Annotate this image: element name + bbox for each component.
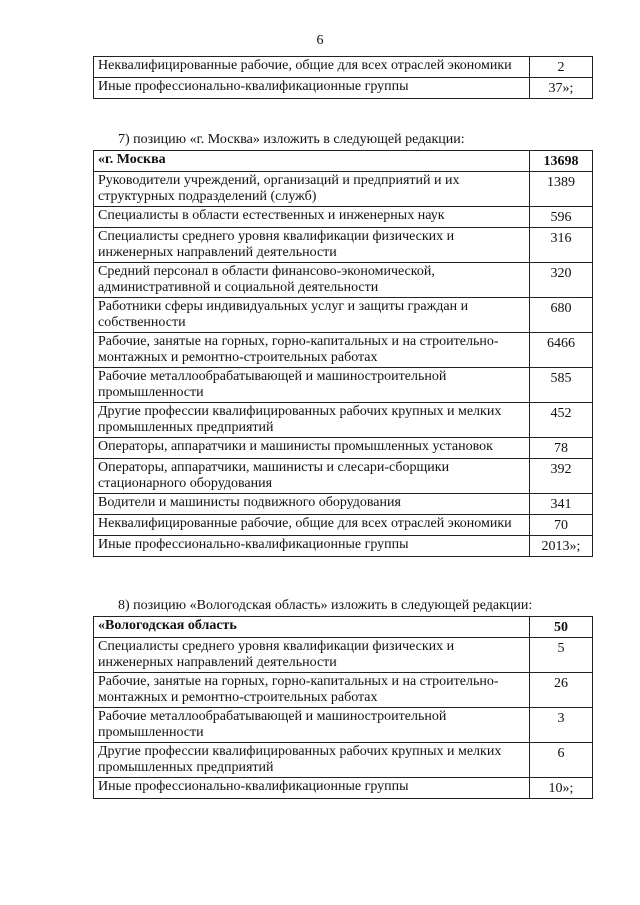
row-value: 10»; <box>530 778 593 799</box>
row-value: 2013»; <box>530 536 593 557</box>
table-row <box>94 778 593 799</box>
row-label: Специалисты в области естественных и инженерных наук <box>94 207 530 228</box>
table-vologda <box>93 616 593 799</box>
row-label: Специалисты среднего уровня квалификации физических и инженерных направлений деятельности <box>94 638 530 673</box>
row-label: Водители и машинисты подвижного оборудования <box>94 494 530 515</box>
table-row <box>94 673 593 708</box>
row-label: Средний персонал в области финансово-экономической, административной и социальной деятельности <box>94 263 530 298</box>
row-label: Руководители учреждений, организаций и предприятий и их структурных подразделений (служб) <box>94 172 530 207</box>
table-row <box>94 228 593 263</box>
table-row <box>94 536 593 557</box>
row-label: Другие профессии квалифицированных рабочих крупных и мелких промышленных предприятий <box>94 403 530 438</box>
table-row <box>94 298 593 333</box>
row-value: 78 <box>530 438 593 459</box>
row-label: Рабочие металлообрабатывающей и машиностроительной промышленности <box>94 708 530 743</box>
row-value: 13698 <box>530 151 593 172</box>
row-value: 392 <box>530 459 593 494</box>
table-row <box>94 368 593 403</box>
row-label: Неквалифицированные рабочие, общие для всех отраслей экономики <box>94 515 530 536</box>
table-row <box>94 708 593 743</box>
row-label: Иные профессионально-квалификационные группы <box>94 78 530 99</box>
table-row <box>94 333 593 368</box>
page-number: 6 <box>316 33 324 48</box>
row-label: Другие профессии квалифицированных рабочих крупных и мелких промышленных предприятий <box>94 743 530 778</box>
row-label: Неквалифицированные рабочие, общие для всех отраслей экономики <box>94 57 530 78</box>
row-value: 6 <box>530 743 593 778</box>
row-label: Рабочие, занятые на горных, горно-капитальных и на строительно-монтажных и ремонтно-строительных работах <box>94 333 530 368</box>
table-row <box>94 57 593 78</box>
row-value: 26 <box>530 673 593 708</box>
row-label: Работники сферы индивидуальных услуг и защиты граждан и собственности <box>94 298 530 333</box>
row-label: Рабочие металлообрабатывающей и машиностроительной промышленности <box>94 368 530 403</box>
row-label: Специалисты среднего уровня квалификации физических и инженерных направлений деятельности <box>94 228 530 263</box>
table-row <box>94 743 593 778</box>
row-value: 452 <box>530 403 593 438</box>
row-value: 37»; <box>530 78 593 99</box>
row-value: 70 <box>530 515 593 536</box>
row-label: «Вологодская область <box>94 617 530 638</box>
row-label: Рабочие, занятые на горных, горно-капитальных и на строительно-монтажных и ремонтно-строительных работах <box>94 673 530 708</box>
table-row <box>94 515 593 536</box>
table-row <box>94 438 593 459</box>
table-row <box>94 494 593 515</box>
table-header-row <box>94 151 593 172</box>
row-value: 3 <box>530 708 593 743</box>
row-label: «г. Москва <box>94 151 530 172</box>
row-value: 680 <box>530 298 593 333</box>
table-header-row <box>94 617 593 638</box>
section-8-intro: 8) позицию «Вологодская область» изложить в следующей редакции: <box>118 598 533 613</box>
row-label: Операторы, аппаратчики и машинисты промышленных установок <box>94 438 530 459</box>
table-moscow <box>93 150 593 557</box>
section-7-intro: 7) позицию «г. Москва» изложить в следующей редакции: <box>118 132 465 147</box>
row-value: 50 <box>530 617 593 638</box>
row-label: Иные профессионально-квалификационные группы <box>94 778 530 799</box>
row-value: 341 <box>530 494 593 515</box>
row-value: 320 <box>530 263 593 298</box>
table-row <box>94 263 593 298</box>
row-value: 2 <box>530 57 593 78</box>
table-row <box>94 459 593 494</box>
row-label: Иные профессионально-квалификационные группы <box>94 536 530 557</box>
table-continuation <box>93 56 593 99</box>
row-value: 596 <box>530 207 593 228</box>
row-value: 5 <box>530 638 593 673</box>
row-value: 585 <box>530 368 593 403</box>
table-row <box>94 207 593 228</box>
table-row <box>94 78 593 99</box>
table-row <box>94 172 593 207</box>
row-value: 6466 <box>530 333 593 368</box>
table-row <box>94 638 593 673</box>
table-row <box>94 403 593 438</box>
row-label: Операторы, аппаратчики, машинисты и слесари-сборщики стационарного оборудования <box>94 459 530 494</box>
row-value: 1389 <box>530 172 593 207</box>
row-value: 316 <box>530 228 593 263</box>
